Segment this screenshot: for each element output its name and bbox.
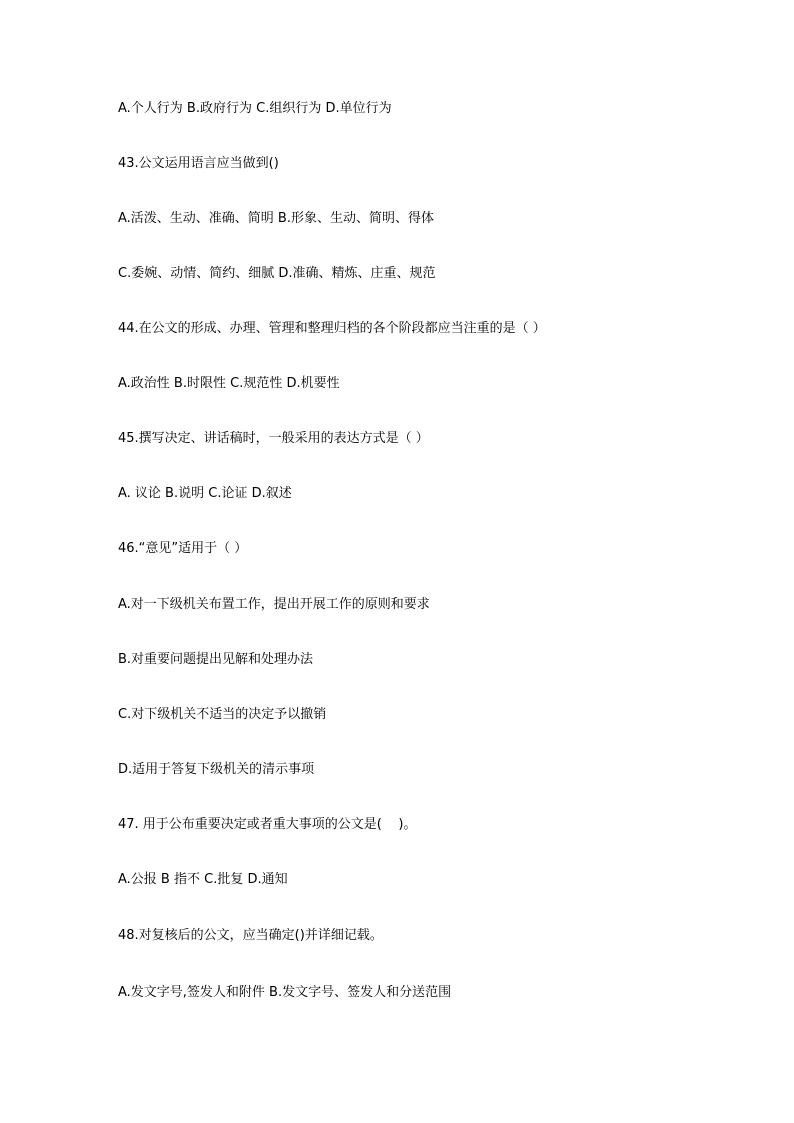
option-46-c: C.对下级机关不适当的决定予以撤销 <box>118 707 327 722</box>
option-line-47: A.公报 B 指不 C.批复 D.通知 <box>118 872 288 887</box>
option-line-48: A.发文字号,签发人和附件 B.发文字号、签发人和分送范围 <box>118 985 452 1000</box>
option-line-44: A.政治性 B.时限性 C.规范性 D.机要性 <box>118 376 340 391</box>
question-45: 45.撰写决定、讲话稿时，一般采用的表达方式是（ ） <box>118 431 429 446</box>
option-line-43-ab: A.活泼、生动、准确、简明 B.形象、生动、简明、得体 <box>118 211 434 226</box>
option-line-42: A.个人行为 B.政府行为 C.组织行为 D.单位行为 <box>118 101 392 116</box>
question-47: 47. 用于公布重要决定或者重大事项的公文是( )。 <box>118 817 417 832</box>
option-46-b: B.对重要问题提出见解和处理办法 <box>118 652 314 667</box>
option-46-a: A.对一下级机关布置工作，提出开展工作的原则和要求 <box>118 597 430 612</box>
question-44: 44.在公文的形成、办理、管理和整理归档的各个阶段都应当注重的是（ ） <box>118 321 546 336</box>
option-line-45: A. 议论 B.说明 C.论证 D.叙述 <box>118 486 292 501</box>
option-line-43-cd: C.委婉、动情、简约、细腻 D.准确、精炼、庄重、规范 <box>118 266 436 281</box>
question-48: 48.对复核后的公文，应当确定()并详细记载。 <box>118 928 383 943</box>
option-46-d: D.适用于答复下级机关的清示事项 <box>118 762 315 777</box>
question-43: 43.公文运用语言应当做到() <box>118 156 279 171</box>
question-46: 46.“意见”适用于（ ） <box>118 541 248 556</box>
